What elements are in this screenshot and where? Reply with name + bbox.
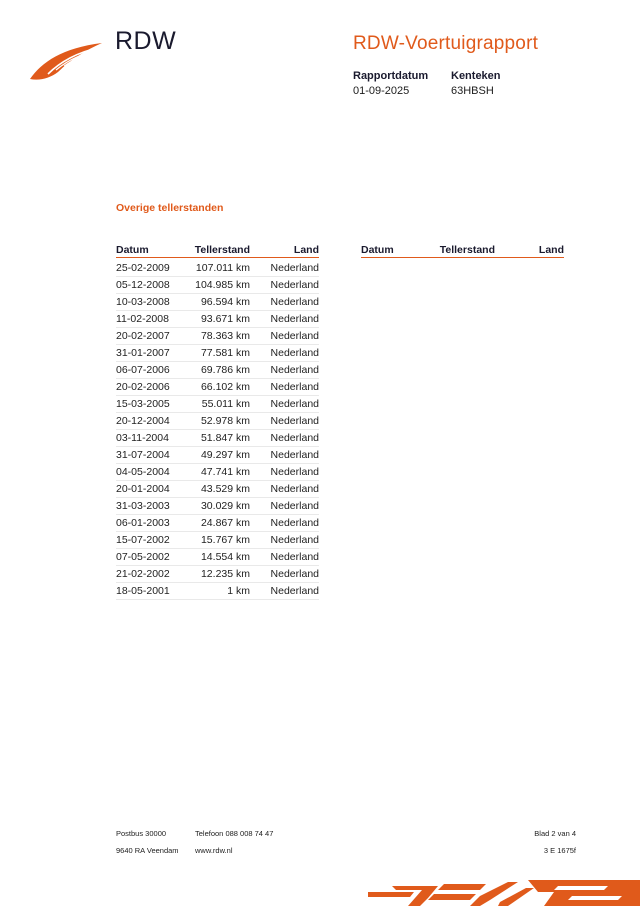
cell-country: Nederland xyxy=(250,413,319,430)
cell-date: 06-07-2006 xyxy=(116,362,186,379)
cell-date: 20-02-2007 xyxy=(116,328,186,345)
plate-value: 63HBSH xyxy=(451,85,494,97)
table-header-row xyxy=(361,243,564,258)
cell-date: 21-02-2002 xyxy=(116,566,186,583)
footer-postbus: Postbus 30000 xyxy=(116,829,167,838)
cell-odometer: 43.529 km xyxy=(186,481,250,498)
cell-date: 25-02-2009 xyxy=(116,258,186,277)
odometer-table-continued xyxy=(361,243,564,258)
cell-country: Nederland xyxy=(250,294,319,311)
cell-country: Nederland xyxy=(250,345,319,362)
cell-country: Nederland xyxy=(250,396,319,413)
cell-country: Nederland xyxy=(250,481,319,498)
section-heading: Overige tellerstanden xyxy=(116,202,224,214)
cell-odometer: 69.786 km xyxy=(186,362,250,379)
cell-date: 03-11-2004 xyxy=(116,430,186,447)
cell-odometer: 1 km xyxy=(186,583,250,600)
cell-odometer: 14.554 km xyxy=(186,549,250,566)
cell-odometer: 78.363 km xyxy=(186,328,250,345)
cell-country: Nederland xyxy=(250,379,319,396)
table-row xyxy=(116,413,319,430)
table-row xyxy=(116,362,319,379)
footer-page-number: Blad 2 van 4 xyxy=(534,829,576,838)
cell-odometer: 12.235 km xyxy=(186,566,250,583)
cell-date: 05-12-2008 xyxy=(116,277,186,294)
column-header-odometer: Tellerstand xyxy=(431,243,495,258)
table-row xyxy=(116,549,319,566)
cell-odometer: 77.581 km xyxy=(186,345,250,362)
cell-date: 20-02-2006 xyxy=(116,379,186,396)
cell-date: 31-03-2003 xyxy=(116,498,186,515)
cell-odometer: 55.011 km xyxy=(186,396,250,413)
cell-date: 15-07-2002 xyxy=(116,532,186,549)
cell-country: Nederland xyxy=(250,362,319,379)
cell-country: Nederland xyxy=(250,258,319,277)
footer-code: 3 E 1675f xyxy=(543,846,576,855)
report-date-value: 01-09-2025 xyxy=(353,85,410,97)
footer-website: www.rdw.nl xyxy=(195,846,233,855)
cell-odometer: 51.847 km xyxy=(186,430,250,447)
cell-odometer: 66.102 km xyxy=(186,379,250,396)
footer-phone: Telefoon 088 008 74 47 xyxy=(195,829,274,838)
cell-country: Nederland xyxy=(250,515,319,532)
column-header-date: Datum xyxy=(116,243,186,258)
table-row xyxy=(116,258,319,277)
cell-date: 06-01-2003 xyxy=(116,515,186,532)
cell-odometer: 96.594 km xyxy=(186,294,250,311)
cell-date: 11-02-2008 xyxy=(116,311,186,328)
cell-country: Nederland xyxy=(250,583,319,600)
table-header-row xyxy=(116,243,319,258)
table-row xyxy=(116,430,319,447)
rdw-wing-logo-icon xyxy=(28,40,106,82)
report-date-label: Rapportdatum xyxy=(353,70,429,82)
table-row xyxy=(116,396,319,413)
cell-odometer: 24.867 km xyxy=(186,515,250,532)
cell-country: Nederland xyxy=(250,328,319,345)
odometer-table xyxy=(116,243,319,600)
table-row xyxy=(116,481,319,498)
cell-country: Nederland xyxy=(250,464,319,481)
cell-country: Nederland xyxy=(250,447,319,464)
column-header-country: Land xyxy=(495,243,564,258)
cell-country: Nederland xyxy=(250,430,319,447)
logo-text: RDW xyxy=(115,27,177,55)
cell-date: 10-03-2008 xyxy=(116,294,186,311)
table-row xyxy=(116,379,319,396)
cell-country: Nederland xyxy=(250,498,319,515)
table-row xyxy=(116,464,319,481)
cell-odometer: 49.297 km xyxy=(186,447,250,464)
cell-country: Nederland xyxy=(250,277,319,294)
cell-date: 04-05-2004 xyxy=(116,464,186,481)
cell-date: 20-01-2004 xyxy=(116,481,186,498)
cell-country: Nederland xyxy=(250,532,319,549)
cell-date: 20-12-2004 xyxy=(116,413,186,430)
cell-odometer: 15.767 km xyxy=(186,532,250,549)
table-row xyxy=(116,311,319,328)
cell-country: Nederland xyxy=(250,566,319,583)
plate-label: Kenteken xyxy=(451,70,501,82)
orange-stripes-decoration-icon xyxy=(368,880,640,906)
cell-odometer: 107.011 km xyxy=(186,258,250,277)
cell-date: 07-05-2002 xyxy=(116,549,186,566)
cell-odometer: 52.978 km xyxy=(186,413,250,430)
column-header-country: Land xyxy=(250,243,319,258)
cell-date: 18-05-2001 xyxy=(116,583,186,600)
column-header-odometer: Tellerstand xyxy=(186,243,250,258)
cell-date: 15-03-2005 xyxy=(116,396,186,413)
footer-address: 9640 RA Veendam xyxy=(116,846,179,855)
table-row xyxy=(116,532,319,549)
table-row xyxy=(116,277,319,294)
plate-block xyxy=(451,69,501,99)
cell-odometer: 104.985 km xyxy=(186,277,250,294)
table-row xyxy=(116,328,319,345)
table-row xyxy=(116,498,319,515)
cell-odometer: 47.741 km xyxy=(186,464,250,481)
report-date-block xyxy=(353,69,428,99)
column-header-date: Datum xyxy=(361,243,431,258)
cell-country: Nederland xyxy=(250,549,319,566)
table-row xyxy=(116,345,319,362)
report-title: RDW-Voertuigrapport xyxy=(353,33,539,54)
table-row xyxy=(116,294,319,311)
cell-odometer: 93.671 km xyxy=(186,311,250,328)
table-row xyxy=(116,515,319,532)
cell-country: Nederland xyxy=(250,311,319,328)
cell-date: 31-01-2007 xyxy=(116,345,186,362)
cell-date: 31-07-2004 xyxy=(116,447,186,464)
table-row xyxy=(116,583,319,600)
cell-odometer: 30.029 km xyxy=(186,498,250,515)
table-row xyxy=(116,566,319,583)
table-row xyxy=(116,447,319,464)
